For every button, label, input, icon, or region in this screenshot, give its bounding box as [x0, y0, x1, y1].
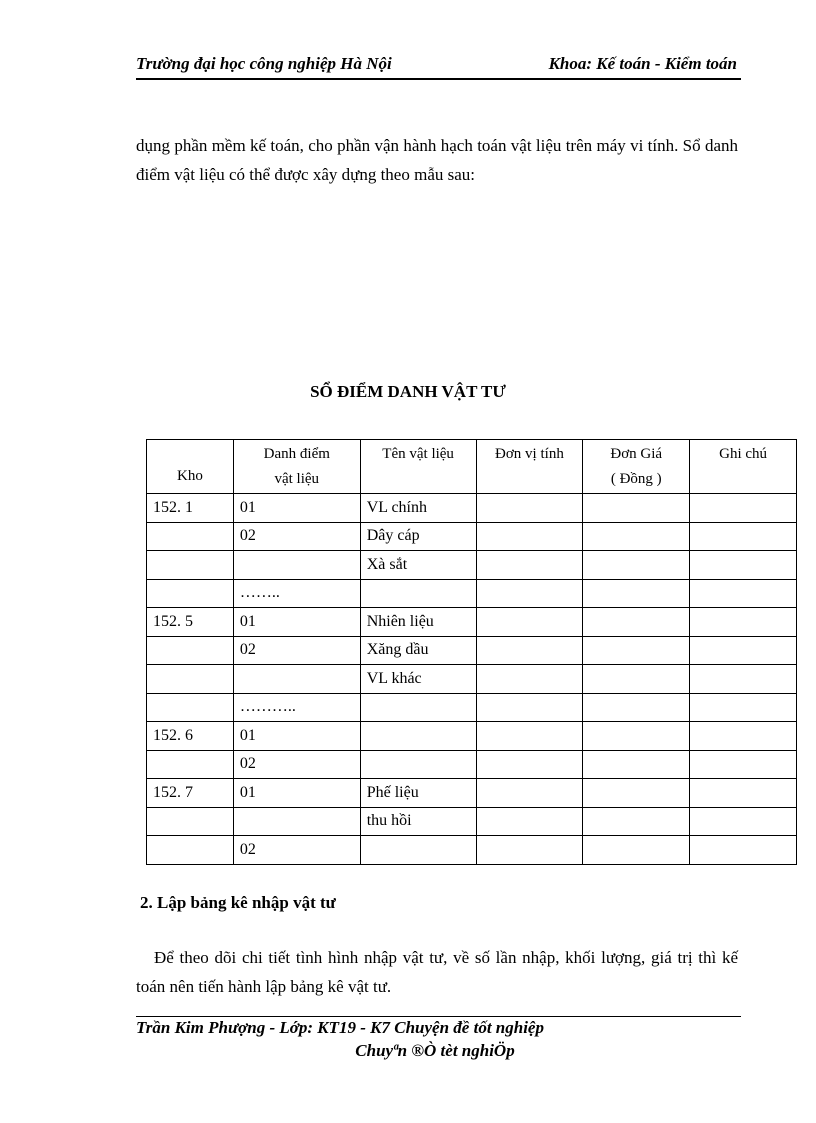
cell-don-vi-tinh: [476, 750, 583, 779]
header-danh-diem-line1: Danh điểm: [263, 446, 330, 462]
table-header-row: [147, 440, 797, 494]
cell-don-gia: [583, 693, 690, 722]
header-don-gia: [583, 440, 690, 494]
cell-ten-vat-lieu: [360, 750, 476, 779]
table-title: SỔ ĐIỂM DANH VẬT TƯ: [310, 382, 506, 401]
cell-ten-vat-lieu: Nhiên liệu: [360, 608, 476, 637]
material-ledger-table: [146, 439, 797, 865]
cell-kho: [147, 579, 234, 608]
cell-ghi-chu: [690, 579, 797, 608]
header-danh-diem: [233, 440, 360, 494]
header-don-gia-line1: Đơn Giá: [610, 446, 663, 462]
cell-don-gia: [583, 807, 690, 836]
cell-kho: [147, 836, 234, 865]
cell-ghi-chu: [690, 693, 797, 722]
table-row: [147, 665, 797, 694]
cell-ten-vat-lieu: Dây cáp: [360, 522, 476, 551]
cell-kho: [147, 551, 234, 580]
header-kho: Kho: [147, 440, 234, 494]
cell-don-vi-tinh: [476, 494, 583, 523]
cell-ghi-chu: [690, 779, 797, 808]
cell-danh-diem: [233, 665, 360, 694]
header-department: Khoa: Kế toán - Kiểm toán: [548, 54, 737, 73]
table-row: [147, 579, 797, 608]
header-don-vi-tinh: Đơn vị tính: [476, 440, 583, 494]
intro-paragraph: dụng phần mềm kế toán, cho phần vận hành hạch toán vật liệu trên máy vi tính. Sổ danh điểm vật liệu có thể được xây dựng theo mẫu sau:: [136, 136, 738, 184]
header-don-gia-line2: ( Đồng ): [610, 471, 662, 487]
cell-don-gia: [583, 608, 690, 637]
cell-kho: [147, 636, 234, 665]
table-row: [147, 807, 797, 836]
cell-kho: [147, 522, 234, 551]
cell-ten-vat-lieu: [360, 836, 476, 865]
header-school: Trường đại học công nghiệp Hà Nội: [136, 54, 392, 73]
cell-don-gia: [583, 579, 690, 608]
cell-ten-vat-lieu: Xà sắt: [360, 551, 476, 580]
cell-don-vi-tinh: [476, 579, 583, 608]
cell-don-vi-tinh: [476, 779, 583, 808]
cell-kho: 152. 5: [147, 608, 234, 637]
cell-don-vi-tinh: [476, 693, 583, 722]
cell-ghi-chu: [690, 807, 797, 836]
cell-danh-diem: ……..: [233, 579, 360, 608]
cell-danh-diem: 01: [233, 779, 360, 808]
cell-danh-diem: 02: [233, 522, 360, 551]
cell-don-vi-tinh: [476, 807, 583, 836]
cell-ghi-chu: [690, 522, 797, 551]
cell-don-vi-tinh: [476, 665, 583, 694]
table-row: [147, 522, 797, 551]
cell-ten-vat-lieu: [360, 693, 476, 722]
cell-ghi-chu: [690, 665, 797, 694]
footer-author-line: Trần Kim Phượng - Lớp: KT19 - K7 Chuyện đề tốt nghiệp: [136, 1018, 544, 1037]
header-danh-diem-line2: vật liệu: [274, 471, 320, 487]
header-ghi-chu: Ghi chú: [690, 440, 797, 494]
cell-danh-diem: [233, 807, 360, 836]
table-row: [147, 693, 797, 722]
cell-don-gia: [583, 522, 690, 551]
cell-ten-vat-lieu: Phế liệu: [360, 779, 476, 808]
cell-kho: [147, 807, 234, 836]
cell-don-gia: [583, 494, 690, 523]
cell-kho: [147, 665, 234, 694]
header-ten-vat-lieu: Tên vật liệu: [360, 440, 476, 494]
cell-kho: 152. 1: [147, 494, 234, 523]
cell-danh-diem: 02: [233, 750, 360, 779]
cell-don-gia: [583, 750, 690, 779]
cell-danh-diem: 02: [233, 836, 360, 865]
cell-ghi-chu: [690, 494, 797, 523]
cell-ghi-chu: [690, 608, 797, 637]
section-title: 2. Lập bảng kê nhập vật tư: [140, 893, 336, 912]
cell-danh-diem: 02: [233, 636, 360, 665]
cell-kho: [147, 693, 234, 722]
cell-ten-vat-lieu: VL khác: [360, 665, 476, 694]
table-row: [147, 494, 797, 523]
table-row: [147, 836, 797, 865]
cell-ghi-chu: [690, 722, 797, 751]
cell-kho: [147, 750, 234, 779]
cell-danh-diem: 01: [233, 608, 360, 637]
table-row: [147, 636, 797, 665]
cell-ten-vat-lieu: [360, 722, 476, 751]
cell-don-gia: [583, 836, 690, 865]
table-row: [147, 779, 797, 808]
cell-ten-vat-lieu: VL chính: [360, 494, 476, 523]
table-row: [147, 750, 797, 779]
section-paragraph: Để theo dõi chi tiết tình hình nhập vật tư, về số lần nhập, khối lượng, giá trị thì kế toán nên tiến hành lập bảng kê vật tư.: [136, 948, 738, 996]
cell-ten-vat-lieu: Xăng dầu: [360, 636, 476, 665]
table-body: [147, 494, 797, 865]
cell-ghi-chu: [690, 750, 797, 779]
cell-don-gia: [583, 665, 690, 694]
cell-danh-diem: 01: [233, 722, 360, 751]
cell-don-vi-tinh: [476, 522, 583, 551]
cell-don-gia: [583, 636, 690, 665]
table-row: [147, 551, 797, 580]
table-row: [147, 722, 797, 751]
cell-ghi-chu: [690, 551, 797, 580]
cell-don-vi-tinh: [476, 551, 583, 580]
cell-don-vi-tinh: [476, 608, 583, 637]
table-row: [147, 608, 797, 637]
footer-divider: [136, 1016, 741, 1017]
cell-don-gia: [583, 779, 690, 808]
cell-danh-diem: ………..: [233, 693, 360, 722]
cell-kho: 152. 7: [147, 779, 234, 808]
cell-don-vi-tinh: [476, 836, 583, 865]
cell-ten-vat-lieu: [360, 579, 476, 608]
page-header: [136, 52, 741, 80]
cell-ten-vat-lieu: thu hồi: [360, 807, 476, 836]
cell-kho: 152. 6: [147, 722, 234, 751]
cell-don-gia: [583, 722, 690, 751]
cell-don-gia: [583, 551, 690, 580]
cell-danh-diem: [233, 551, 360, 580]
cell-ghi-chu: [690, 636, 797, 665]
cell-ghi-chu: [690, 836, 797, 865]
cell-danh-diem: 01: [233, 494, 360, 523]
cell-don-vi-tinh: [476, 636, 583, 665]
cell-don-vi-tinh: [476, 722, 583, 751]
footer-title-line: Chuyªn ®Ò tèt nghiÖp: [355, 1041, 515, 1060]
